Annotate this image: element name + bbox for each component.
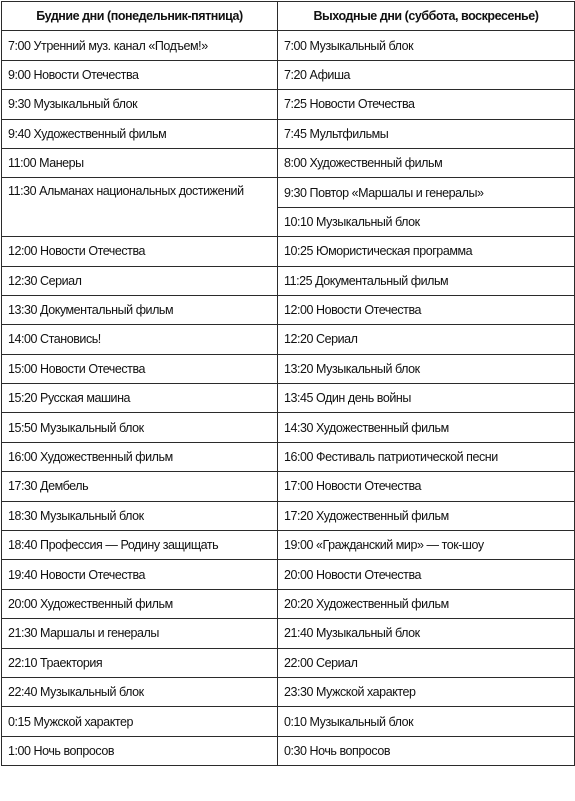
weekday-cell: 22:40 Музыкальный блок <box>2 677 278 706</box>
weekday-cell: 21:30 Маршалы и генералы <box>2 619 278 648</box>
table-row <box>2 119 575 148</box>
table-row <box>2 90 575 119</box>
weekend-cell: 17:20 Художественный фильм <box>278 501 575 530</box>
weekend-cell: 13:20 Музыкальный блок <box>278 354 575 383</box>
weekday-cell: 15:50 Музыкальный блок <box>2 413 278 442</box>
table-row <box>2 531 575 560</box>
weekday-cell: 13:30 Документальный фильм <box>2 295 278 324</box>
weekday-cell: 12:30 Сериал <box>2 266 278 295</box>
weekday-cell: 15:00 Новости Отечества <box>2 354 278 383</box>
schedule-table <box>1 1 575 766</box>
weekday-cell: 12:00 Новости Отечества <box>2 237 278 266</box>
weekend-cell: 10:10 Музыкальный блок <box>278 207 575 236</box>
table-row <box>2 266 575 295</box>
table-row <box>2 237 575 266</box>
table-row <box>2 472 575 501</box>
weekend-cell: 12:00 Новости Отечества <box>278 295 575 324</box>
weekday-cell: 9:30 Музыкальный блок <box>2 90 278 119</box>
weekday-cell: 16:00 Художественный фильм <box>2 442 278 471</box>
weekday-cell: 17:30 Дембель <box>2 472 278 501</box>
weekend-cell: 7:20 Афиша <box>278 60 575 89</box>
weekend-cell: 0:10 Музыкальный блок <box>278 707 575 736</box>
table-row <box>2 501 575 530</box>
weekday-cell: 18:40 Профессия — Родину защищать <box>2 531 278 560</box>
weekend-cell: 22:00 Сериал <box>278 648 575 677</box>
weekday-cell: 9:00 Новости Отечества <box>2 60 278 89</box>
table-row <box>2 31 575 60</box>
table-row <box>2 60 575 89</box>
weekend-cell: 7:00 Музыкальный блок <box>278 31 575 60</box>
weekend-cell: 7:25 Новости Отечества <box>278 90 575 119</box>
table-row <box>2 648 575 677</box>
weekend-cell: 20:20 Художественный фильм <box>278 589 575 618</box>
weekday-cell: 22:10 Траектория <box>2 648 278 677</box>
weekend-cell: 8:00 Художественный фильм <box>278 148 575 177</box>
weekday-cell: 15:20 Русская машина <box>2 384 278 413</box>
weekdays-header: Будние дни (понедельник-пятница) <box>2 2 278 31</box>
weekday-cell: 14:00 Становись! <box>2 325 278 354</box>
weekend-cell: 23:30 Мужской характер <box>278 677 575 706</box>
weekend-cell: 16:00 Фестиваль патриотической песни <box>278 442 575 471</box>
header-row <box>2 2 575 31</box>
weekday-cell: 9:40 Художественный фильм <box>2 119 278 148</box>
table-row <box>2 325 575 354</box>
weekday-cell: 0:15 Мужской характер <box>2 707 278 736</box>
table-row <box>2 619 575 648</box>
weekday-cell: 18:30 Музыкальный блок <box>2 501 278 530</box>
weekday-cell: 7:00 Утренний муз. канал «Подъем!» <box>2 31 278 60</box>
table-row <box>2 707 575 736</box>
weekend-cell: 9:30 Повтор «Маршалы и генералы» <box>278 178 575 207</box>
table-row <box>2 677 575 706</box>
table-row <box>2 589 575 618</box>
weekend-cell: 10:25 Юмористическая программа <box>278 237 575 266</box>
table-row <box>2 413 575 442</box>
weekday-cell: 1:00 Ночь вопросов <box>2 736 278 765</box>
table-row <box>2 384 575 413</box>
table-row <box>2 295 575 324</box>
table-row <box>2 736 575 765</box>
table-row <box>2 354 575 383</box>
weekday-cell: 11:30 Альманах национальных достижений <box>2 178 278 237</box>
weekend-cell: 11:25 Документальный фильм <box>278 266 575 295</box>
weekend-cell: 20:00 Новости Отечества <box>278 560 575 589</box>
weekend-cell: 13:45 Один день войны <box>278 384 575 413</box>
weekday-cell: 20:00 Художественный фильм <box>2 589 278 618</box>
weekend-cell: 0:30 Ночь вопросов <box>278 736 575 765</box>
weekend-cell: 19:00 «Гражданский мир» — ток-шоу <box>278 531 575 560</box>
weekend-header: Выходные дни (суббота, воскресенье) <box>278 2 575 31</box>
table-row <box>2 442 575 471</box>
weekend-cell: 7:45 Мультфильмы <box>278 119 575 148</box>
weekend-cell: 14:30 Художественный фильм <box>278 413 575 442</box>
weekday-cell: 19:40 Новости Отечества <box>2 560 278 589</box>
table-row <box>2 148 575 177</box>
weekday-cell: 11:00 Манеры <box>2 148 278 177</box>
weekend-cell: 12:20 Сериал <box>278 325 575 354</box>
table-row <box>2 560 575 589</box>
table-row <box>2 178 575 207</box>
weekend-cell: 17:00 Новости Отечества <box>278 472 575 501</box>
weekend-cell: 21:40 Музыкальный блок <box>278 619 575 648</box>
